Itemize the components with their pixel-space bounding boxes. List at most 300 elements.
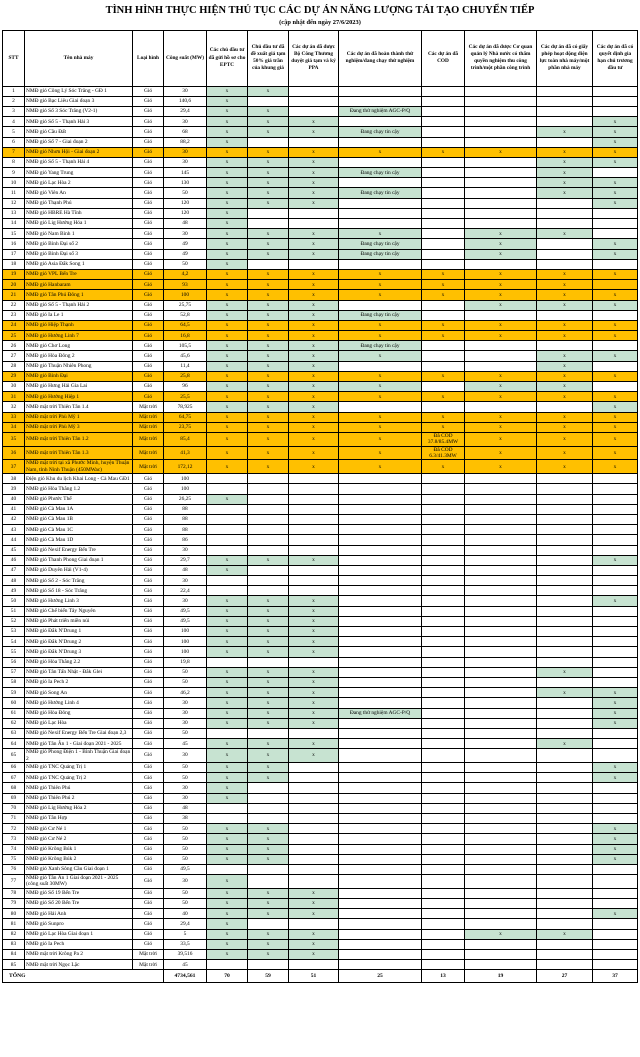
cell-state-acceptance xyxy=(465,219,537,229)
row-number: 83 xyxy=(3,939,25,949)
cell-state-acceptance xyxy=(465,939,537,949)
cell-cod-status xyxy=(422,494,465,504)
cell-state-acceptance xyxy=(465,875,537,889)
plant-name: NMĐ gió Hanbaram xyxy=(25,280,133,290)
cell-ppa-signed xyxy=(289,106,339,116)
cell-license xyxy=(537,402,593,412)
cell-testing-status xyxy=(339,576,422,586)
cell-cod-status xyxy=(422,188,465,198)
cell-ppa-signed xyxy=(289,494,339,504)
cell-license xyxy=(537,708,593,718)
plant-type: Gió xyxy=(133,331,164,341)
cell-testing-status xyxy=(339,773,422,783)
cell-license: x xyxy=(537,392,593,402)
cell-testing-status xyxy=(339,616,422,626)
plant-name: NMĐ gió Đắk N'Drung 3 xyxy=(25,647,133,657)
row-number: 30 xyxy=(3,382,25,392)
cell-extension xyxy=(593,514,638,524)
total-ppa: 51 xyxy=(289,970,339,983)
capacity-mw: 78,925 xyxy=(164,402,207,412)
cell-license xyxy=(537,960,593,970)
plant-type: Gió xyxy=(133,783,164,793)
cell-extension xyxy=(593,341,638,351)
cell-license xyxy=(537,545,593,555)
cell-state-acceptance xyxy=(465,919,537,929)
cell-temp-price-proposed: x xyxy=(248,909,289,919)
cell-testing-status xyxy=(339,300,422,310)
cell-extension xyxy=(593,888,638,898)
cell-state-acceptance xyxy=(465,525,537,535)
plant-name: NMĐ gió TNC Quảng Trị 1 xyxy=(25,763,133,773)
plant-type: Gió xyxy=(133,310,164,320)
cell-eptc-dossier: x xyxy=(207,875,248,889)
cell-eptc-dossier: x xyxy=(207,565,248,575)
row-number: 16 xyxy=(3,239,25,249)
plant-type: Gió xyxy=(133,351,164,361)
cell-testing-status xyxy=(339,402,422,412)
cell-ppa-signed: x xyxy=(289,127,339,137)
cell-license xyxy=(537,647,593,657)
plant-name: NMĐ gió Cư Né 2 xyxy=(25,834,133,844)
row-number: 29 xyxy=(3,371,25,381)
cell-cod-status xyxy=(422,688,465,698)
cell-eptc-dossier: x xyxy=(207,929,248,939)
cell-state-acceptance: x xyxy=(465,382,537,392)
cell-license xyxy=(537,606,593,616)
cell-license: x xyxy=(537,446,593,460)
plant-type: Gió xyxy=(133,627,164,637)
table-row xyxy=(3,239,638,249)
cell-license: x xyxy=(537,432,593,446)
table-row xyxy=(3,813,638,823)
cell-cod-status xyxy=(422,834,465,844)
cell-ppa-signed xyxy=(289,474,339,484)
table-row xyxy=(3,290,638,300)
cell-cod-status xyxy=(422,361,465,371)
cell-extension xyxy=(593,739,638,749)
cell-eptc-dossier xyxy=(207,535,248,545)
cell-eptc-dossier: x xyxy=(207,290,248,300)
plant-type: Mặt trời xyxy=(133,460,164,474)
cell-temp-price-proposed: x xyxy=(248,280,289,290)
cell-license xyxy=(537,657,593,667)
plant-type: Gió xyxy=(133,698,164,708)
column-header-temp-price-proposed: Chủ đầu tư đã đề xuất giá tạm 50% giá trần của khung giá xyxy=(248,30,289,86)
cell-extension: x xyxy=(593,371,638,381)
cell-ppa-signed: x xyxy=(289,596,339,606)
cell-temp-price-proposed: x xyxy=(248,331,289,341)
cell-license: x xyxy=(537,269,593,279)
total-eptc: 70 xyxy=(207,970,248,983)
row-number: 45 xyxy=(3,545,25,555)
plant-name: NMĐ gió Thiên Phú 2 xyxy=(25,793,133,803)
cell-temp-price-proposed: x xyxy=(248,616,289,626)
plant-name: NMĐ gió Số 18 - Sóc Trăng xyxy=(25,586,133,596)
cell-ppa-signed: x xyxy=(289,739,339,749)
cell-cod-status: x xyxy=(422,392,465,402)
capacity-mw: 88,2 xyxy=(164,137,207,147)
plant-type: Gió xyxy=(133,565,164,575)
plant-name: NMĐ gió Hiệp Thạnh xyxy=(25,320,133,330)
capacity-mw: 50 xyxy=(164,844,207,854)
cell-ppa-signed: x xyxy=(289,168,339,178)
capacity-mw: 30 xyxy=(164,596,207,606)
cell-ppa-signed: x xyxy=(289,382,339,392)
cell-temp-price-proposed: x xyxy=(248,382,289,392)
cell-testing-status: x xyxy=(339,269,422,279)
cell-testing-status xyxy=(339,86,422,96)
cell-state-acceptance xyxy=(465,773,537,783)
row-number: 55 xyxy=(3,647,25,657)
cell-testing-status xyxy=(339,484,422,494)
cell-state-acceptance: x xyxy=(465,249,537,259)
cell-license xyxy=(537,208,593,218)
cell-license xyxy=(537,565,593,575)
row-number: 70 xyxy=(3,803,25,813)
row-number: 71 xyxy=(3,813,25,823)
cell-extension xyxy=(593,657,638,667)
cell-extension xyxy=(593,310,638,320)
plant-type: Gió xyxy=(133,392,164,402)
cell-state-acceptance xyxy=(465,637,537,647)
plant-type: Mặt trời xyxy=(133,432,164,446)
table-row xyxy=(3,949,638,959)
row-number: 2 xyxy=(3,96,25,106)
cell-state-acceptance xyxy=(465,793,537,803)
cell-cod-status: x xyxy=(422,147,465,157)
row-number: 81 xyxy=(3,919,25,929)
table-row xyxy=(3,637,638,647)
cell-state-acceptance xyxy=(465,763,537,773)
plant-name: NMĐ gió Xanh Sông Cầu Giai đoạn 1 xyxy=(25,864,133,874)
cell-state-acceptance: x xyxy=(465,371,537,381)
cell-extension: x xyxy=(593,773,638,783)
capacity-mw: 45 xyxy=(164,739,207,749)
cell-cod-status xyxy=(422,864,465,874)
cell-eptc-dossier: x xyxy=(207,208,248,218)
table-row xyxy=(3,178,638,188)
cell-state-acceptance xyxy=(465,565,537,575)
cell-state-acceptance xyxy=(465,157,537,167)
capacity-mw: 39,516 xyxy=(164,949,207,959)
cell-eptc-dossier: x xyxy=(207,198,248,208)
plant-type: Gió xyxy=(133,504,164,514)
plant-name: NMĐ gió Song An xyxy=(25,688,133,698)
cell-state-acceptance xyxy=(465,576,537,586)
cell-extension xyxy=(593,259,638,269)
cell-state-acceptance xyxy=(465,718,537,728)
cell-temp-price-proposed: x xyxy=(248,834,289,844)
cell-cod-status xyxy=(422,229,465,239)
column-header-state-acceptance: Các dự án đã được Cơ quan quản lý Nhà nước có thẩm quyền nghiệm thu công trình/một phần công trình xyxy=(465,30,537,86)
cell-ppa-signed: x xyxy=(289,249,339,259)
cell-temp-price-proposed: x xyxy=(248,371,289,381)
cell-extension xyxy=(593,586,638,596)
cell-eptc-dossier: x xyxy=(207,392,248,402)
plant-type: Gió xyxy=(133,545,164,555)
cell-state-acceptance xyxy=(465,586,537,596)
table-row xyxy=(3,647,638,657)
plant-type: Gió xyxy=(133,280,164,290)
cell-testing-status xyxy=(339,677,422,687)
table-row xyxy=(3,432,638,446)
table-row xyxy=(3,137,638,147)
cell-extension xyxy=(593,565,638,575)
cell-ppa-signed: x xyxy=(289,269,339,279)
row-number: 65 xyxy=(3,749,25,763)
cell-ppa-signed: x xyxy=(289,280,339,290)
plant-type: Gió xyxy=(133,824,164,834)
cell-extension xyxy=(593,606,638,616)
plant-type: Gió xyxy=(133,728,164,738)
capacity-mw: 50 xyxy=(164,667,207,677)
row-number: 24 xyxy=(3,320,25,330)
plant-name: NMĐ gió Hướng Linh 3 xyxy=(25,596,133,606)
row-number: 21 xyxy=(3,290,25,300)
cell-ppa-signed xyxy=(289,484,339,494)
table-row xyxy=(3,535,638,545)
cell-eptc-dossier xyxy=(207,960,248,970)
cell-temp-price-proposed xyxy=(248,474,289,484)
cell-cod-status xyxy=(422,117,465,127)
table-row xyxy=(3,351,638,361)
cell-eptc-dossier: x xyxy=(207,96,248,106)
table-row xyxy=(3,576,638,586)
table-row xyxy=(3,208,638,218)
cell-ppa-signed: x xyxy=(289,667,339,677)
table-row xyxy=(3,728,638,738)
cell-extension xyxy=(593,803,638,813)
cell-ppa-signed xyxy=(289,525,339,535)
column-header-cod: Các dự án đã COD xyxy=(422,30,465,86)
cell-extension: x xyxy=(593,188,638,198)
row-number: 72 xyxy=(3,824,25,834)
plant-type: Gió xyxy=(133,484,164,494)
capacity-mw: 50 xyxy=(164,188,207,198)
capacity-mw: 85,4 xyxy=(164,432,207,446)
cell-cod-status: Đã COD 6.3/41.3MW xyxy=(422,446,465,460)
cell-extension xyxy=(593,647,638,657)
cell-temp-price-proposed xyxy=(248,545,289,555)
row-number: 23 xyxy=(3,310,25,320)
cell-eptc-dossier: x xyxy=(207,698,248,708)
plant-name: NMĐ gió Asia Đắk Song 1 xyxy=(25,259,133,269)
table-row xyxy=(3,269,638,279)
row-number: 28 xyxy=(3,361,25,371)
cell-testing-status: x xyxy=(339,351,422,361)
cell-eptc-dossier: x xyxy=(207,412,248,422)
cell-extension: x xyxy=(593,290,638,300)
cell-testing-status: x xyxy=(339,432,422,446)
table-row xyxy=(3,371,638,381)
table-row xyxy=(3,793,638,803)
cell-eptc-dossier xyxy=(207,728,248,738)
cell-ppa-signed: x xyxy=(289,188,339,198)
cell-cod-status xyxy=(422,596,465,606)
cell-extension: x xyxy=(593,157,638,167)
cell-cod-status xyxy=(422,310,465,320)
cell-temp-price-proposed xyxy=(248,657,289,667)
table-row xyxy=(3,783,638,793)
cell-state-acceptance xyxy=(465,708,537,718)
cell-license xyxy=(537,637,593,647)
cell-eptc-dossier: x xyxy=(207,137,248,147)
row-number: 85 xyxy=(3,960,25,970)
capacity-mw: 49,5 xyxy=(164,616,207,626)
capacity-mw: 50 xyxy=(164,773,207,783)
plant-name: NMĐ gió Hướng Hiệp 1 xyxy=(25,392,133,402)
cell-temp-price-proposed: x xyxy=(248,412,289,422)
cell-ppa-signed: x xyxy=(289,627,339,637)
plant-name: NMĐ gió Cà Mau 1C xyxy=(25,525,133,535)
table-row xyxy=(3,875,638,889)
plant-name: NMĐ gió VPL Bến Tre xyxy=(25,269,133,279)
capacity-mw: 50 xyxy=(164,824,207,834)
plant-name: NMĐ gió Lạc Hòa Giai đoạn 1 xyxy=(25,929,133,939)
cell-extension xyxy=(593,637,638,647)
cell-testing-status xyxy=(339,698,422,708)
row-number: 19 xyxy=(3,269,25,279)
table-row xyxy=(3,657,638,667)
cell-cod-status xyxy=(422,484,465,494)
plant-name: NMĐ mặt trời Thiên Tân 1.4 xyxy=(25,402,133,412)
cell-eptc-dossier xyxy=(207,657,248,667)
cell-eptc-dossier: x xyxy=(207,739,248,749)
table-row xyxy=(3,446,638,460)
cell-license xyxy=(537,728,593,738)
cell-state-acceptance xyxy=(465,127,537,137)
row-number: 20 xyxy=(3,280,25,290)
capacity-mw: 50 xyxy=(164,763,207,773)
capacity-mw: 49 xyxy=(164,249,207,259)
table-row xyxy=(3,392,638,402)
plant-name: NMĐ gió Nexif Energy Bến Tre xyxy=(25,545,133,555)
table-row xyxy=(3,939,638,949)
capacity-mw: 25,8 xyxy=(164,371,207,381)
table-row xyxy=(3,854,638,864)
cell-ppa-signed xyxy=(289,834,339,844)
cell-eptc-dossier: x xyxy=(207,939,248,949)
cell-state-acceptance: x xyxy=(465,320,537,330)
plant-name: NMĐ gió Hòa Thắng 2.2 xyxy=(25,657,133,667)
row-number: 18 xyxy=(3,259,25,269)
plant-type: Gió xyxy=(133,637,164,647)
cell-extension xyxy=(593,864,638,874)
cell-eptc-dossier: x xyxy=(207,249,248,259)
plant-type: Gió xyxy=(133,494,164,504)
plant-type: Gió xyxy=(133,596,164,606)
cell-ppa-signed: x xyxy=(289,178,339,188)
table-row xyxy=(3,773,638,783)
cell-state-acceptance xyxy=(465,361,537,371)
cell-extension: x xyxy=(593,718,638,728)
cell-cod-status: x xyxy=(422,269,465,279)
row-number: 66 xyxy=(3,763,25,773)
cell-state-acceptance xyxy=(465,351,537,361)
row-number: 75 xyxy=(3,854,25,864)
plant-type: Gió xyxy=(133,875,164,889)
table-row xyxy=(3,555,638,565)
row-number: 62 xyxy=(3,718,25,728)
cell-testing-status: Đang thử nghiệm AGC-P/Q xyxy=(339,106,422,116)
cell-license xyxy=(537,763,593,773)
cell-extension: x xyxy=(593,688,638,698)
cell-extension xyxy=(593,474,638,484)
table-row xyxy=(3,749,638,763)
capacity-mw: 64,75 xyxy=(164,412,207,422)
cell-ppa-signed: x xyxy=(289,117,339,127)
plant-name: NMĐ gió Chơ Long xyxy=(25,341,133,351)
table-row xyxy=(3,803,638,813)
table-row xyxy=(3,198,638,208)
plant-type: Gió xyxy=(133,677,164,687)
cell-ppa-signed xyxy=(289,504,339,514)
cell-cod-status xyxy=(422,616,465,626)
row-number: 57 xyxy=(3,667,25,677)
plant-name: NMĐ gió HBRE Hà Tĩnh xyxy=(25,208,133,218)
table-row xyxy=(3,127,638,137)
cell-state-acceptance xyxy=(465,402,537,412)
row-number: 43 xyxy=(3,525,25,535)
cell-testing-status xyxy=(339,688,422,698)
cell-testing-status xyxy=(339,535,422,545)
capacity-mw: 50 xyxy=(164,834,207,844)
plant-name: NMĐ gió Số 19 Bến Tre xyxy=(25,888,133,898)
cell-testing-status xyxy=(339,939,422,949)
cell-testing-status xyxy=(339,555,422,565)
plant-name: NMĐ gió Phát triển miền núi xyxy=(25,616,133,626)
row-number: 69 xyxy=(3,793,25,803)
table-row xyxy=(3,504,638,514)
cell-eptc-dossier: x xyxy=(207,361,248,371)
cell-ppa-signed xyxy=(289,803,339,813)
cell-cod-status xyxy=(422,106,465,116)
cell-cod-status: x xyxy=(422,290,465,300)
cell-cod-status xyxy=(422,718,465,728)
cell-cod-status xyxy=(422,909,465,919)
plant-type: Gió xyxy=(133,382,164,392)
update-date: (cập nhật đến ngày 27/6/2023) xyxy=(279,18,361,26)
cell-testing-status xyxy=(339,793,422,803)
cell-testing-status xyxy=(339,137,422,147)
cell-temp-price-proposed: x xyxy=(248,269,289,279)
cell-testing-status: x xyxy=(339,446,422,460)
capacity-mw: 100 xyxy=(164,474,207,484)
plant-type: Gió xyxy=(133,834,164,844)
capacity-mw: 50 xyxy=(164,677,207,687)
cell-temp-price-proposed: x xyxy=(248,432,289,446)
cell-temp-price-proposed xyxy=(248,586,289,596)
table-row xyxy=(3,929,638,939)
cell-ppa-signed xyxy=(289,783,339,793)
cell-license xyxy=(537,627,593,637)
plant-name: NMĐ gió Duyên Hải (V1-4) xyxy=(25,565,133,575)
plant-name: NMĐ gió Số 2 - Sóc Trăng xyxy=(25,576,133,586)
cell-extension: x xyxy=(593,300,638,310)
cell-ppa-signed: x xyxy=(289,402,339,412)
plant-type: Gió xyxy=(133,147,164,157)
plant-name: NMĐ gió Số 5 - Thạnh Hải 2 xyxy=(25,300,133,310)
cell-eptc-dossier: x xyxy=(207,763,248,773)
capacity-mw: 68 xyxy=(164,127,207,137)
cell-cod-status xyxy=(422,96,465,106)
plant-type: Gió xyxy=(133,739,164,749)
cell-eptc-dossier xyxy=(207,803,248,813)
cell-temp-price-proposed: x xyxy=(248,637,289,647)
cell-ppa-signed xyxy=(289,86,339,96)
cell-testing-status xyxy=(339,596,422,606)
cell-testing-status xyxy=(339,667,422,677)
